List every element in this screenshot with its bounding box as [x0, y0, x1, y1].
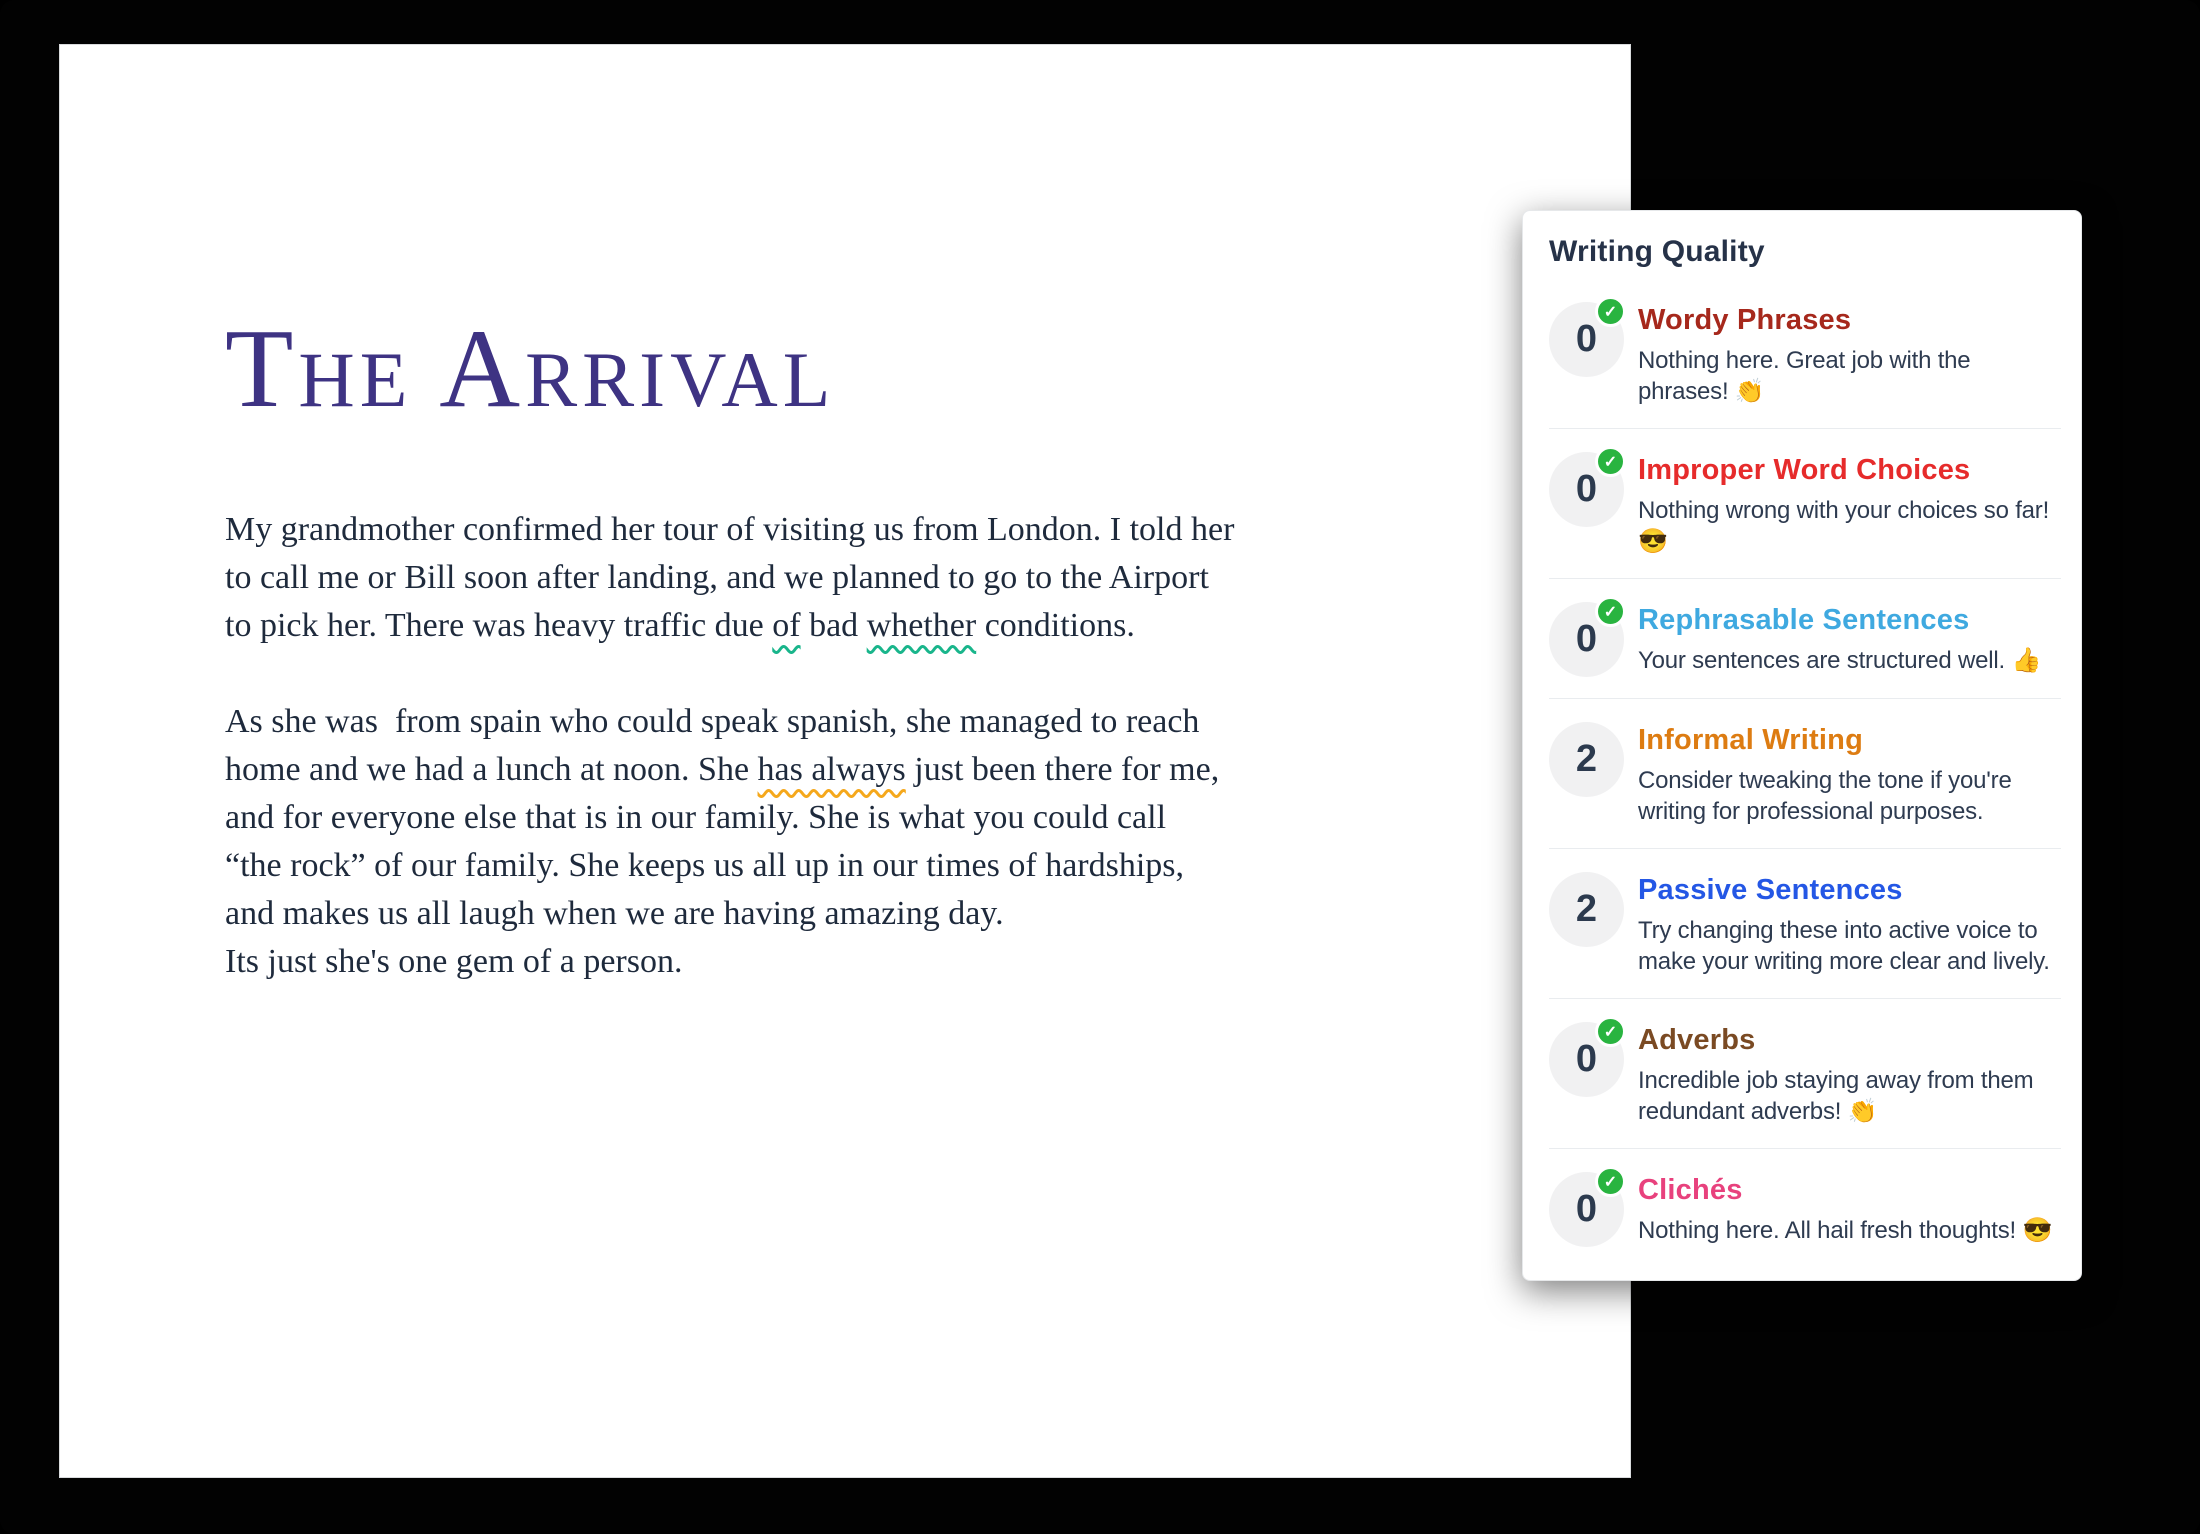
- quality-item-text: [1638, 720, 2061, 827]
- quality-item-text: [1638, 600, 2061, 676]
- quality-item-description: Nothing here. Great job with the phrases! 👏: [1638, 347, 1971, 405]
- quality-item-text: [1638, 870, 2061, 977]
- quality-item-description: Consider tweaking the tone if you're writing for professional purposes.: [1638, 767, 2012, 825]
- quality-item-description: Incredible job staying away from them redundant adverbs! 👏: [1638, 1067, 2034, 1125]
- document-title: The Arrival: [225, 307, 836, 431]
- issue-count-badge: 0: [1549, 1172, 1624, 1247]
- document-body: [225, 506, 1495, 1034]
- issue-count-wrap: [1549, 602, 1624, 677]
- check-icon: ✓: [1595, 446, 1626, 477]
- issue-count-wrap: [1549, 1022, 1624, 1097]
- text-line: [225, 506, 1495, 554]
- quality-item-title[interactable]: Improper Word Choices: [1638, 454, 1971, 486]
- quality-item-description: Nothing wrong with your choices so far! 😎: [1638, 497, 2050, 555]
- document-page[interactable]: [59, 44, 1631, 1478]
- text-line: [225, 794, 1495, 842]
- panel-title: Writing Quality: [1549, 235, 1765, 268]
- issue-count-badge: 2: [1549, 722, 1624, 797]
- issue-count-wrap: [1549, 302, 1624, 377]
- paragraph: [225, 698, 1495, 986]
- text-segment: home and we had a lunch at noon. She: [225, 751, 758, 788]
- quality-item-passive-sentences[interactable]: [1549, 848, 2061, 998]
- text-segment: As she was from spain who could speak spanish, she managed to reach: [225, 703, 1200, 740]
- quality-item-title[interactable]: Clichés: [1638, 1174, 1743, 1206]
- text-line: [225, 698, 1495, 746]
- quality-item-list: [1549, 279, 2061, 1268]
- text-line: [225, 890, 1495, 938]
- quality-item-title[interactable]: Passive Sentences: [1638, 874, 1903, 906]
- text-segment: and makes us all laugh when we are having amazing day.: [225, 895, 1004, 932]
- issue-count-wrap: [1549, 872, 1624, 947]
- check-icon: ✓: [1595, 1016, 1626, 1047]
- text-segment: bad: [800, 607, 867, 644]
- issue-count-badge: 0: [1549, 602, 1624, 677]
- style-suggestion-word[interactable]: has always: [757, 751, 906, 788]
- text-segment: and for everyone else that is in our family. She is what you could call: [225, 799, 1167, 836]
- text-segment: conditions.: [976, 607, 1135, 644]
- grammar-suggestion-word[interactable]: of: [772, 607, 801, 644]
- quality-item-description: Nothing here. All hail fresh thoughts! 😎: [1638, 1217, 2053, 1244]
- check-icon: ✓: [1595, 296, 1626, 327]
- quality-item-description: Your sentences are structured well. 👍: [1638, 647, 2042, 674]
- issue-count-wrap: [1549, 722, 1624, 797]
- quality-item-title[interactable]: Adverbs: [1638, 1024, 1756, 1056]
- grammar-suggestion-word[interactable]: whether: [866, 607, 977, 644]
- quality-item-title[interactable]: Wordy Phrases: [1638, 304, 1852, 336]
- quality-item-rephrasable-sentences[interactable]: [1549, 578, 2061, 698]
- issue-count-badge: 0: [1549, 302, 1624, 377]
- quality-item-description: Try changing these into active voice to make your writing more clear and lively.: [1638, 917, 2050, 975]
- issue-count-wrap: [1549, 452, 1624, 527]
- check-icon: ✓: [1595, 596, 1626, 627]
- text-segment: “the rock” of our family. She keeps us all up in our times of hardships,: [225, 847, 1185, 884]
- text-line: [225, 746, 1495, 794]
- check-icon: ✓: [1595, 1166, 1626, 1197]
- quality-item-title[interactable]: Informal Writing: [1638, 724, 1863, 756]
- issue-count-badge: 2: [1549, 872, 1624, 947]
- issue-count-badge: 0: [1549, 1022, 1624, 1097]
- quality-item-text: [1638, 1020, 2061, 1127]
- issue-count-badge: 0: [1549, 452, 1624, 527]
- text-segment: My grandmother confirmed her tour of visiting us from London. I told her: [225, 511, 1235, 548]
- text-segment: just been there for me,: [905, 751, 1220, 788]
- text-segment: to call me or Bill soon after landing, and we planned to go to the Airport: [225, 559, 1209, 596]
- quality-item-improper-word-choices[interactable]: [1549, 428, 2061, 578]
- text-line: [225, 938, 1495, 986]
- quality-item-text: [1638, 300, 2061, 407]
- text-segment: to pick her. There was heavy traffic due: [225, 607, 773, 644]
- writing-quality-panel: [1522, 210, 2082, 1281]
- issue-count-wrap: [1549, 1172, 1624, 1247]
- paragraph: [225, 506, 1495, 650]
- quality-item-adverbs[interactable]: [1549, 998, 2061, 1148]
- text-line: [225, 554, 1495, 602]
- text-segment: Its just she's one gem of a person.: [225, 943, 683, 980]
- quality-item-cliches[interactable]: [1549, 1148, 2061, 1268]
- quality-item-wordy-phrases[interactable]: [1549, 279, 2061, 428]
- text-line: [225, 842, 1495, 890]
- quality-item-text: [1638, 450, 2061, 557]
- quality-item-text: [1638, 1170, 2061, 1246]
- text-line: [225, 602, 1495, 650]
- quality-item-title[interactable]: Rephrasable Sentences: [1638, 604, 1970, 636]
- quality-item-informal-writing[interactable]: [1549, 698, 2061, 848]
